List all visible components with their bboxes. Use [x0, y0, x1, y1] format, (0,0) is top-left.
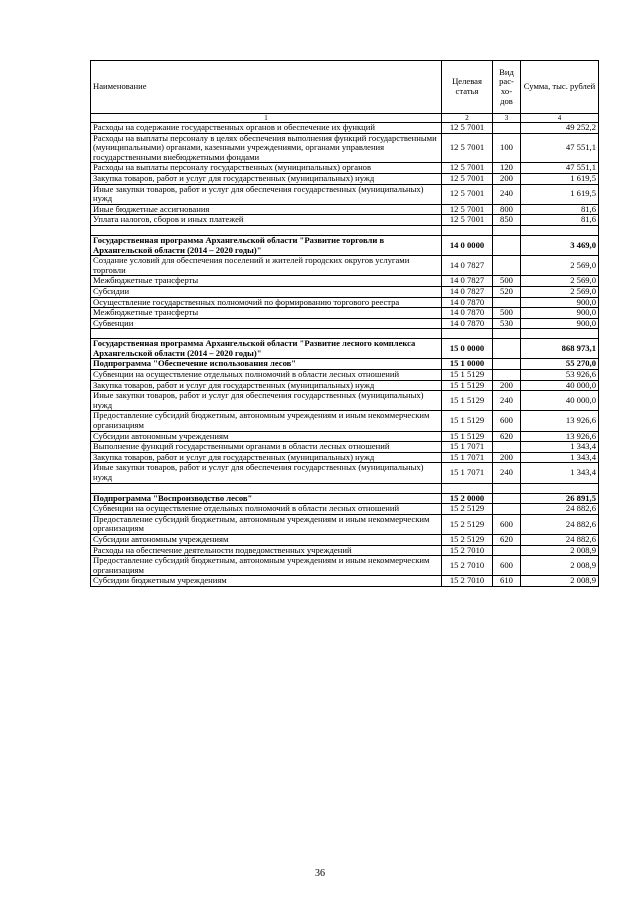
row-type: 200 [493, 452, 521, 463]
table-row [91, 276, 599, 287]
row-code: 14 0 7827 [442, 286, 493, 297]
row-code: 12 5 7001 [442, 173, 493, 184]
row-name: Предоставление субсидий бюджетным, автономным учреждениям и иным некоммерческим организациям [91, 411, 442, 431]
table-row [91, 534, 599, 545]
row-sum: 1 619,5 [521, 184, 599, 204]
row-code: 15 1 7071 [442, 452, 493, 463]
table-row [91, 411, 599, 431]
table-row [91, 514, 599, 534]
row-code: 15 1 7071 [442, 442, 493, 453]
row-sum: 55 270,0 [521, 359, 599, 370]
row-type: 120 [493, 163, 521, 174]
row-sum: 47 551,1 [521, 163, 599, 174]
row-sum: 2 008,9 [521, 576, 599, 587]
row-name: Субсидии бюджетным учреждениям [91, 576, 442, 587]
row-name: Субсидии [91, 286, 442, 297]
row-sum: 2 008,9 [521, 556, 599, 576]
program-row [91, 359, 599, 370]
row-name: Выполнение функций государственными органами в области лесных отношений [91, 442, 442, 453]
row-name: Осуществление государственных полномочий по формированию торгового реестра [91, 297, 442, 308]
row-sum: 900,0 [521, 297, 599, 308]
table-row [91, 133, 599, 163]
row-sum: 53 926,6 [521, 370, 599, 381]
row-sum: 24 882,6 [521, 504, 599, 515]
row-code: 15 2 7010 [442, 545, 493, 556]
row-type: 620 [493, 534, 521, 545]
row-code: 15 1 7071 [442, 463, 493, 483]
row-code: 15 1 5129 [442, 431, 493, 442]
header-target: Целевая статья [442, 61, 493, 114]
row-type: 500 [493, 276, 521, 287]
row-type [493, 123, 521, 134]
row-type [493, 256, 521, 276]
column-number: 2 [442, 114, 493, 123]
spacer-row [91, 483, 599, 493]
row-type [493, 297, 521, 308]
row-name: Иные закупки товаров, работ и услуг для обеспечения государственных (муниципальных) нужд [91, 463, 442, 483]
row-type [493, 339, 521, 359]
row-sum: 1 343,4 [521, 463, 599, 483]
row-type: 100 [493, 133, 521, 163]
table-row [91, 576, 599, 587]
row-type [493, 493, 521, 504]
row-code: 14 0 7827 [442, 276, 493, 287]
table-row [91, 442, 599, 453]
row-sum: 900,0 [521, 318, 599, 329]
row-sum: 24 882,6 [521, 514, 599, 534]
table-row [91, 123, 599, 134]
row-type: 600 [493, 411, 521, 431]
row-sum: 1 619,5 [521, 173, 599, 184]
row-name: Межбюджетные трансферты [91, 308, 442, 319]
header-type-line: хо- [500, 86, 513, 96]
table-row [91, 431, 599, 442]
row-code: 15 1 5129 [442, 391, 493, 411]
table-row [91, 256, 599, 276]
row-code: 15 1 5129 [442, 411, 493, 431]
row-type: 620 [493, 431, 521, 442]
row-code: 14 0 7870 [442, 318, 493, 329]
row-code: 15 1 5129 [442, 370, 493, 381]
spacer-cell [442, 483, 493, 493]
spacer-cell [493, 329, 521, 339]
spacer-cell [521, 225, 599, 235]
row-type [493, 370, 521, 381]
row-type: 600 [493, 556, 521, 576]
row-name: Иные закупки товаров, работ и услуг для обеспечения государственных (муниципальных) нужд [91, 391, 442, 411]
row-name: Создание условий для обеспечения поселений и жителей городских округов услугами торговли [91, 256, 442, 276]
spacer-cell [442, 225, 493, 235]
table-row [91, 286, 599, 297]
spacer-cell [91, 225, 442, 235]
row-name: Субвенции на осуществление отдельных полномочий в области лесных отношений [91, 370, 442, 381]
row-type: 800 [493, 204, 521, 215]
header-type-line: дов [500, 95, 513, 106]
row-sum: 13 926,6 [521, 431, 599, 442]
table-row [91, 173, 599, 184]
row-name: Субсидии автономным учреждениям [91, 534, 442, 545]
table-row [91, 391, 599, 411]
row-sum: 24 882,6 [521, 534, 599, 545]
row-sum: 2 569,0 [521, 256, 599, 276]
row-type: 520 [493, 286, 521, 297]
spacer-cell [521, 329, 599, 339]
row-code: 15 2 7010 [442, 576, 493, 587]
row-sum: 2 008,9 [521, 545, 599, 556]
table-row [91, 463, 599, 483]
row-name: Государственная программа Архангельской области "Развитие торговли в Архангельской области (2014 – 2020 годы)" [91, 235, 442, 255]
row-type [493, 545, 521, 556]
row-sum: 1 343,4 [521, 442, 599, 453]
row-code: 15 2 5129 [442, 504, 493, 515]
row-code: 15 2 0000 [442, 493, 493, 504]
row-type [493, 442, 521, 453]
row-sum: 81,6 [521, 204, 599, 215]
row-code: 14 0 7870 [442, 308, 493, 319]
table-row [91, 215, 599, 226]
row-name: Подпрограмма "Воспроизводство лесов" [91, 493, 442, 504]
table-row [91, 380, 599, 391]
row-code: 15 1 0000 [442, 359, 493, 370]
budget-table [90, 60, 599, 587]
row-name: Иные закупки товаров, работ и услуг для обеспечения государственных (муниципальных) нужд [91, 184, 442, 204]
row-code: 12 5 7001 [442, 133, 493, 163]
table-row [91, 545, 599, 556]
row-name: Субвенции [91, 318, 442, 329]
row-type [493, 504, 521, 515]
row-name: Межбюджетные трансферты [91, 276, 442, 287]
row-type: 200 [493, 380, 521, 391]
program-row [91, 493, 599, 504]
spacer-cell [493, 225, 521, 235]
row-name: Расходы на выплаты персоналу государственных (муниципальных) органов [91, 163, 442, 174]
row-name: Расходы на выплаты персоналу в целях обеспечения выполнения функций государственными (муниципальными) органами, казенными учреждениями, органами управления государственными внебюджетными фондами [91, 133, 442, 163]
table-row [91, 297, 599, 308]
row-code: 12 5 7001 [442, 184, 493, 204]
row-sum: 49 252,2 [521, 123, 599, 134]
table-row [91, 318, 599, 329]
column-number: 3 [493, 114, 521, 123]
spacer-cell [91, 329, 442, 339]
row-sum: 81,6 [521, 215, 599, 226]
column-number: 4 [521, 114, 599, 123]
row-type: 500 [493, 308, 521, 319]
row-code: 15 1 5129 [442, 380, 493, 391]
row-code: 14 0 7827 [442, 256, 493, 276]
spacer-cell [442, 329, 493, 339]
spacer-cell [91, 483, 442, 493]
spacer-cell [521, 483, 599, 493]
spacer-cell [493, 483, 521, 493]
row-name: Уплата налогов, сборов и иных платежей [91, 215, 442, 226]
row-type: 240 [493, 391, 521, 411]
row-sum: 3 469,0 [521, 235, 599, 255]
row-sum: 47 551,1 [521, 133, 599, 163]
header-type-line: рас- [499, 76, 514, 87]
row-name: Государственная программа Архангельской области "Развитие лесного комплекса Архангельской области (2014 – 2020 годы)" [91, 339, 442, 359]
row-name: Предоставление субсидий бюджетным, автономным учреждениям и иным некоммерческим организациям [91, 556, 442, 576]
spacer-row [91, 329, 599, 339]
row-name: Субвенции на осуществление отдельных полномочий в области лесных отношений [91, 504, 442, 515]
row-sum: 2 569,0 [521, 276, 599, 287]
row-name: Расходы на обеспечение деятельности подведомственных учреждений [91, 545, 442, 556]
row-type: 600 [493, 514, 521, 534]
row-sum: 40 000,0 [521, 380, 599, 391]
row-code: 15 2 7010 [442, 556, 493, 576]
row-name: Иные бюджетные ассигнования [91, 204, 442, 215]
row-sum: 1 343,4 [521, 452, 599, 463]
row-type [493, 235, 521, 255]
column-number: 1 [91, 114, 442, 123]
table-body [91, 123, 599, 587]
row-type: 240 [493, 184, 521, 204]
table-row [91, 504, 599, 515]
row-sum: 900,0 [521, 308, 599, 319]
row-sum: 2 569,0 [521, 286, 599, 297]
row-name: Предоставление субсидий бюджетным, автономным учреждениям и иным некоммерческим организациям [91, 514, 442, 534]
row-code: 15 2 5129 [442, 534, 493, 545]
row-type: 530 [493, 318, 521, 329]
header-sum: Сумма, тыс. рублей [521, 61, 599, 114]
row-type: 610 [493, 576, 521, 587]
page-number: 36 [315, 868, 325, 879]
program-row [91, 339, 599, 359]
row-code: 15 2 5129 [442, 514, 493, 534]
row-code: 12 5 7001 [442, 163, 493, 174]
row-name: Закупка товаров, работ и услуг для государственных (муниципальных) нужд [91, 380, 442, 391]
row-name: Закупка товаров, работ и услуг для государственных (муниципальных) нужд [91, 173, 442, 184]
table-row [91, 184, 599, 204]
row-code: 14 0 7870 [442, 297, 493, 308]
header-type-line: Вид [499, 66, 514, 77]
row-sum: 868 973,1 [521, 339, 599, 359]
row-code: 14 0 0000 [442, 235, 493, 255]
table-row [91, 370, 599, 381]
table-header [91, 61, 599, 123]
program-row [91, 235, 599, 255]
row-sum: 13 926,6 [521, 411, 599, 431]
row-type [493, 359, 521, 370]
row-name: Расходы на содержание государственных органов и обеспечение их функций [91, 123, 442, 134]
row-code: 12 5 7001 [442, 204, 493, 215]
row-name: Подпрограмма "Обеспечение использования лесов" [91, 359, 442, 370]
table-row [91, 556, 599, 576]
table-row [91, 308, 599, 319]
row-type: 240 [493, 463, 521, 483]
row-sum: 26 891,5 [521, 493, 599, 504]
row-type: 200 [493, 173, 521, 184]
header-row [91, 61, 599, 114]
spacer-row [91, 225, 599, 235]
row-type: 850 [493, 215, 521, 226]
row-code: 12 5 7001 [442, 123, 493, 134]
header-type [493, 61, 521, 114]
row-sum: 40 000,0 [521, 391, 599, 411]
row-code: 15 0 0000 [442, 339, 493, 359]
row-name: Закупка товаров, работ и услуг для государственных (муниципальных) нужд [91, 452, 442, 463]
table-row [91, 163, 599, 174]
header-name: Наименование [91, 61, 442, 114]
row-code: 12 5 7001 [442, 215, 493, 226]
table-row [91, 204, 599, 215]
table-row [91, 452, 599, 463]
row-name: Субсидии автономным учреждениям [91, 431, 442, 442]
